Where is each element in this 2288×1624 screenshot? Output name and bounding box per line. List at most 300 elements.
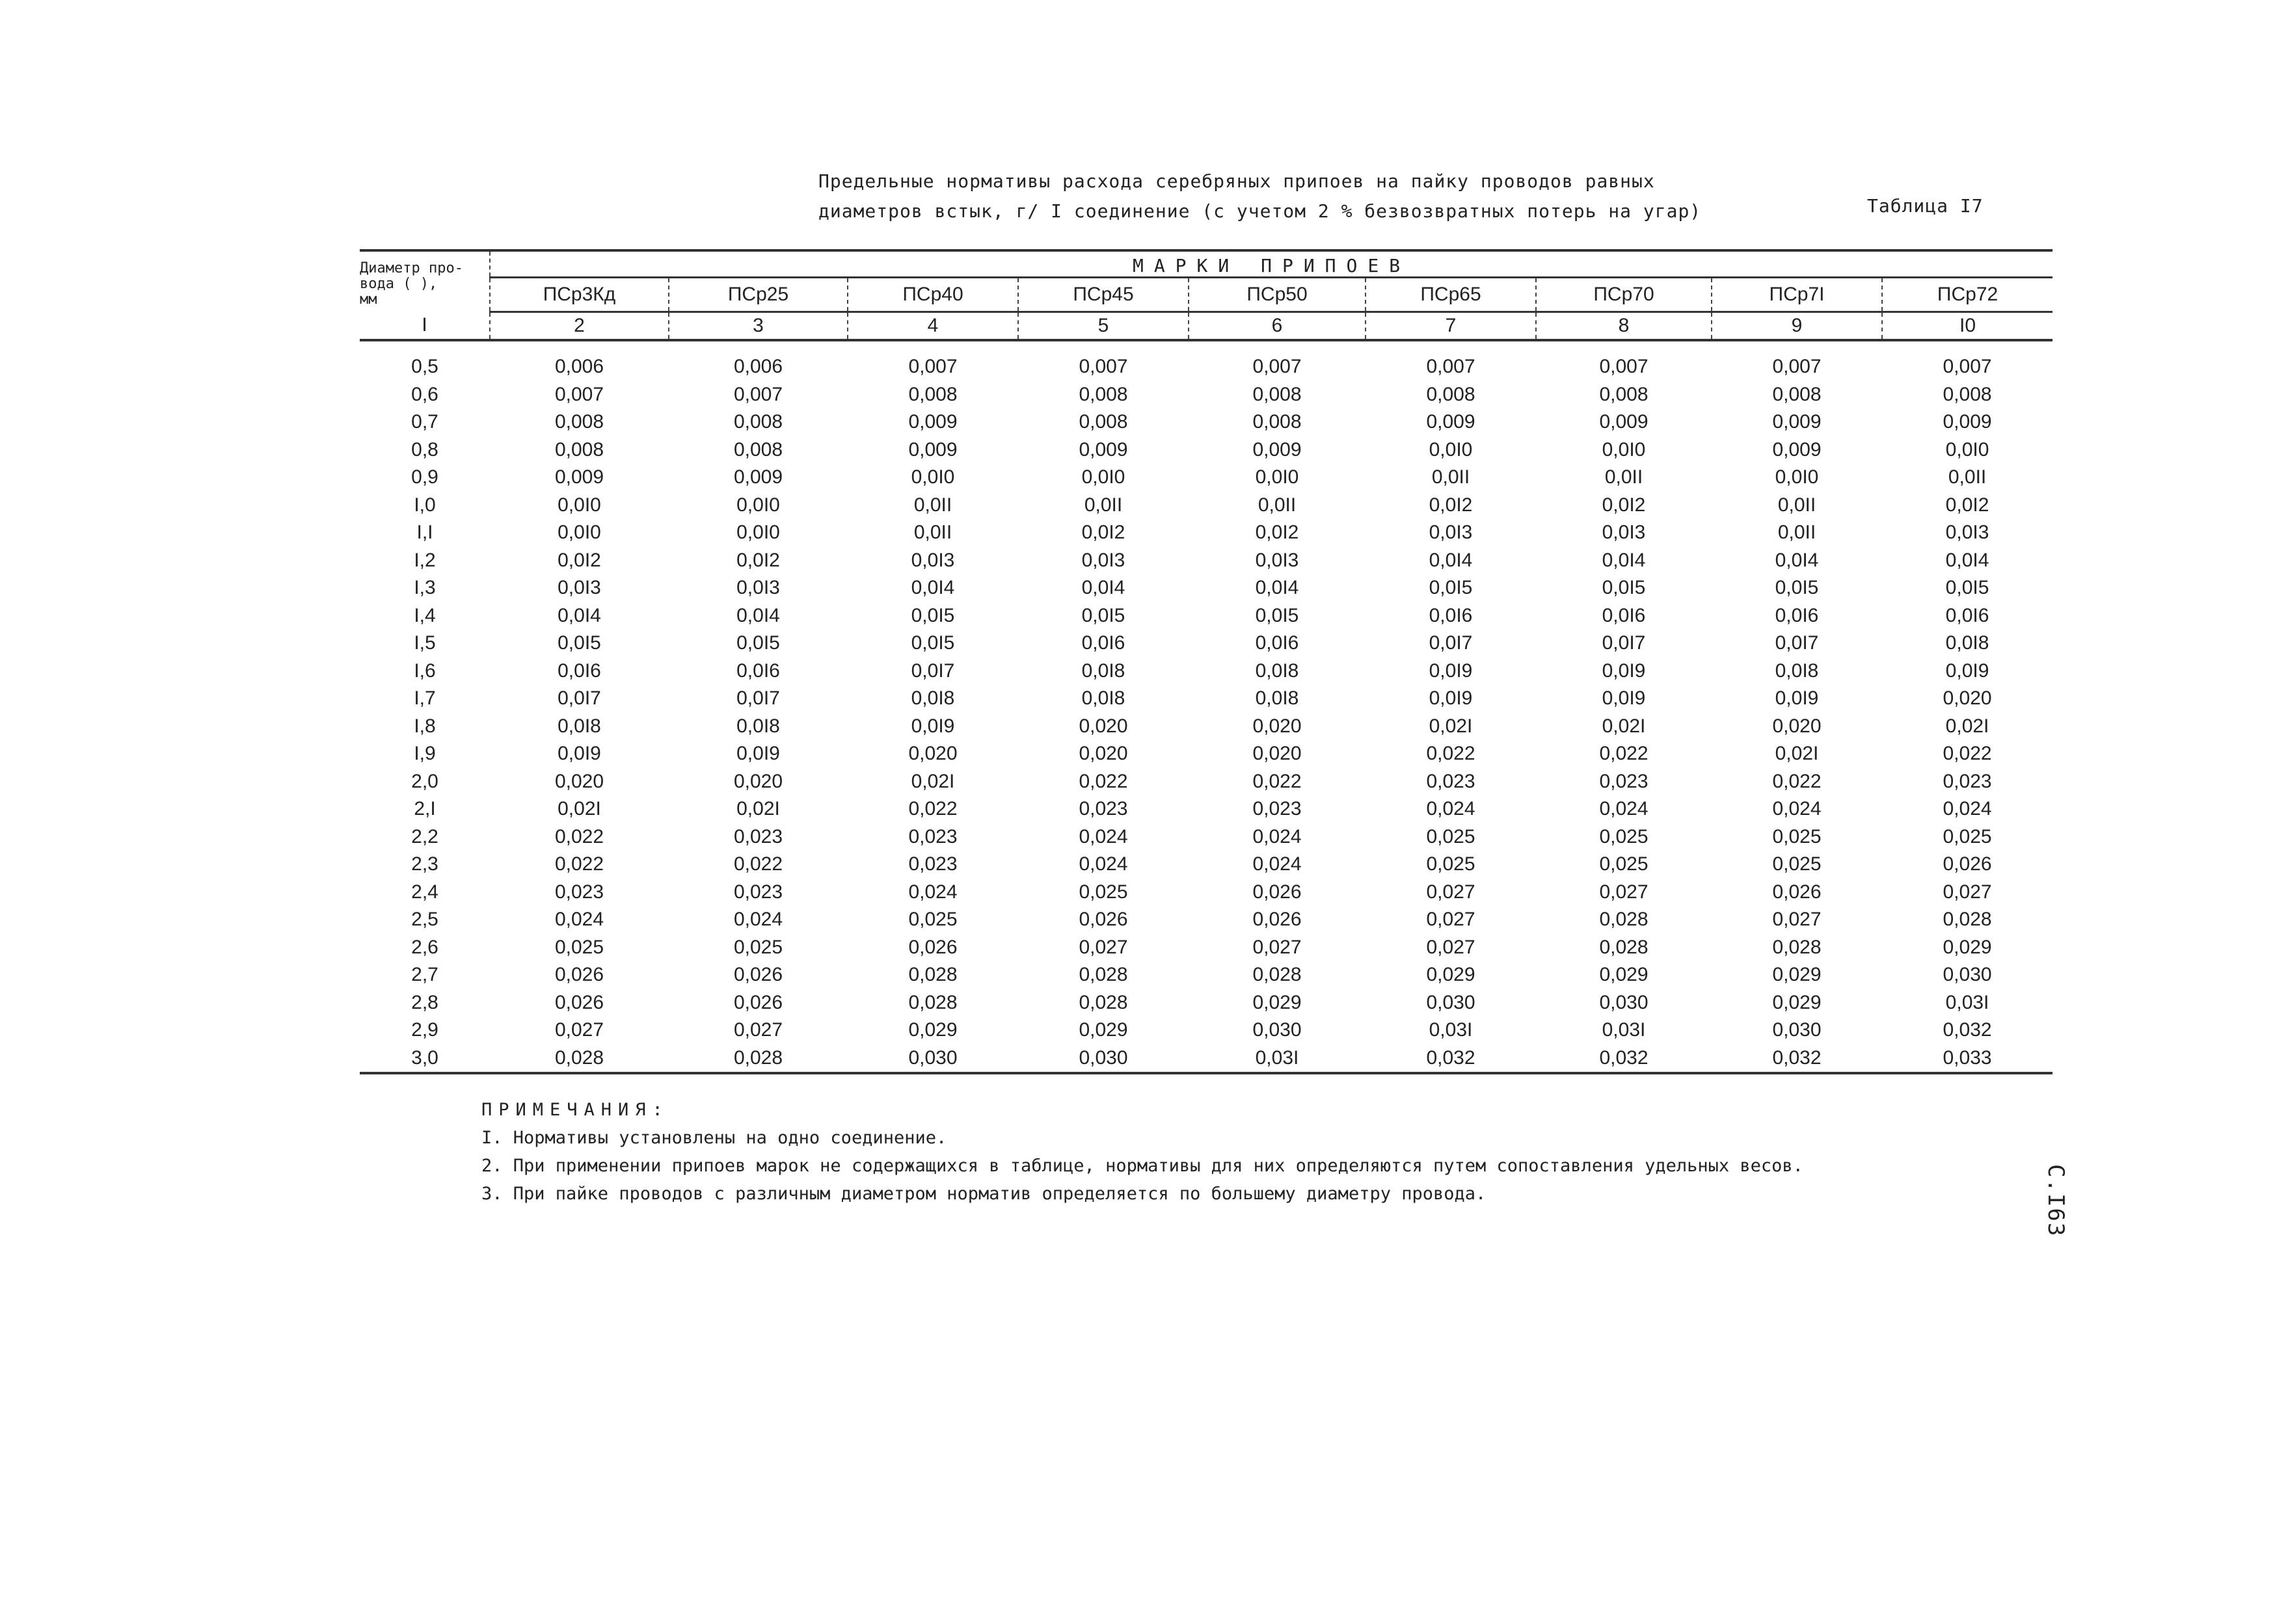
- norm-value-cell: 0,02I: [558, 798, 601, 820]
- norm-value-cell: 0,0I0: [1602, 438, 1646, 460]
- norm-value-cell: 0,0I9: [1429, 659, 1473, 682]
- norm-value-cell: 0,025: [1772, 825, 1822, 847]
- column-number: I0: [1882, 312, 2052, 341]
- diameter-cell: I,6: [414, 659, 436, 682]
- norm-value-cell: 0,0I9: [1945, 659, 1989, 682]
- norm-value-cell: 0,028: [490, 1045, 669, 1074]
- norm-value-cell: 0,0I3: [558, 577, 601, 599]
- norm-value-cell: 0,009: [908, 411, 958, 433]
- norm-value-cell: 0,0I9: [1775, 687, 1819, 710]
- norm-value-cell: 0,0I7: [1775, 632, 1819, 654]
- column-number: 8: [1536, 312, 1712, 341]
- norm-value-cell: 0,0I5: [558, 632, 601, 654]
- norm-value-cell: 0,0I4: [1945, 549, 1989, 571]
- norm-value-cell: 0,008: [1426, 383, 1475, 405]
- table-row: [360, 740, 2052, 768]
- norm-value-cell: 0,0I7: [1602, 632, 1646, 654]
- norm-value-cell: 0,028: [908, 964, 958, 986]
- norm-value-cell: 0,009: [1426, 411, 1475, 433]
- norm-value-cell: 0,025: [1943, 825, 1992, 847]
- norm-value-cell: 0,023: [733, 881, 783, 903]
- norm-value-cell: 0,029: [1426, 964, 1475, 986]
- diameter-cell: 2,I: [414, 798, 436, 820]
- norm-value-cell: 0,022: [1252, 770, 1302, 792]
- norm-value-cell: 0,020: [554, 770, 604, 792]
- diameter-cell: 2,3: [411, 853, 438, 875]
- norm-value-cell: 0,0I7: [736, 687, 780, 710]
- norm-value-cell: 0,032: [1536, 1045, 1712, 1074]
- table-row: [360, 934, 2052, 962]
- table-row: [360, 408, 2052, 436]
- caption-line-2: диаметров встык, г/ I соединение (с учетом 2 % безвозвратных потерь на угар): [818, 200, 1702, 222]
- column-number: 4: [848, 312, 1018, 341]
- norm-value-cell: 0,0I6: [1429, 604, 1473, 626]
- norm-value-cell: 0,0I8: [911, 687, 955, 710]
- norm-value-cell: 0,008: [733, 438, 783, 460]
- norm-value-cell: 0,0I8: [1255, 687, 1299, 710]
- norm-value-cell: 0,007: [1079, 356, 1128, 378]
- norm-value-cell: 0,03I: [1429, 1019, 1473, 1041]
- norm-value-cell: 0,008: [908, 383, 958, 405]
- norm-value-cell: 0,028: [1772, 936, 1822, 958]
- diameter-cell: I,2: [414, 549, 436, 571]
- norm-value-cell: 0,027: [1426, 909, 1475, 931]
- norm-value-cell: 0,026: [1943, 853, 1992, 875]
- diameter-cell: 0,7: [411, 411, 438, 433]
- brand-row: [360, 278, 2052, 312]
- norm-value-cell: 0,025: [1772, 853, 1822, 875]
- norm-value-cell: 0,009: [554, 466, 604, 488]
- diameter-cell: 2,5: [411, 909, 438, 931]
- norm-value-cell: 0,0I4: [1081, 577, 1125, 599]
- norm-value-cell: 0,022: [1943, 743, 1992, 765]
- norm-value-cell: 0,025: [554, 936, 604, 958]
- norm-value-cell: 0,02I: [1429, 715, 1473, 737]
- norm-value-cell: 0,028: [1079, 991, 1128, 1013]
- norm-value-cell: 0,020: [1252, 743, 1302, 765]
- table-row: [360, 1017, 2052, 1045]
- norm-value-cell: 0,0I9: [1429, 687, 1473, 710]
- column-number: 5: [1018, 312, 1189, 341]
- norm-value-cell: 0,0I3: [736, 577, 780, 599]
- norm-value-cell: 0,027: [1426, 936, 1475, 958]
- diameter-cell: I,4: [414, 604, 436, 626]
- norm-value-cell: 0,009: [1943, 411, 1992, 433]
- norm-value-cell: 0,022: [908, 798, 958, 820]
- norm-value-cell: 0,022: [1772, 770, 1822, 792]
- norm-value-cell: 0,02I: [1602, 715, 1646, 737]
- norm-value-cell: 0,0I0: [1255, 466, 1299, 488]
- norm-value-cell: 0,025: [908, 909, 958, 931]
- norm-value-cell: 0,03I: [1602, 1019, 1646, 1041]
- norm-value-cell: 0,026: [1252, 881, 1302, 903]
- norm-value-cell: 0,0I5: [911, 604, 955, 626]
- table-body: [360, 340, 2052, 1073]
- norm-value-cell: 0,026: [908, 936, 958, 958]
- norm-value-cell: 0,027: [1426, 881, 1475, 903]
- norm-value-cell: 0,029: [1943, 936, 1992, 958]
- norm-value-cell: 0,0I0: [1081, 466, 1125, 488]
- norm-value-cell: 0,009: [908, 438, 958, 460]
- norm-value-cell: 0,0I4: [558, 604, 601, 626]
- norm-value-cell: 0,020: [1943, 687, 1992, 710]
- norm-value-cell: 0,0I5: [1945, 577, 1989, 599]
- norm-value-cell: 0,02I: [736, 798, 780, 820]
- norm-value-cell: 0,033: [1882, 1045, 2052, 1074]
- brand-header: ПСр7I: [1712, 278, 1882, 312]
- norm-value-cell: 0,023: [1599, 770, 1649, 792]
- norm-value-cell: 0,023: [554, 881, 604, 903]
- norm-value-cell: 0,0II: [1258, 494, 1297, 516]
- norm-value-cell: 0,008: [1079, 383, 1128, 405]
- table-row: [360, 630, 2052, 658]
- norm-value-cell: 0,026: [733, 991, 783, 1013]
- norm-value-cell: 0,0I8: [1081, 659, 1125, 682]
- norm-value-cell: 0,029: [1079, 1019, 1128, 1041]
- norm-value-cell: 0,022: [1079, 770, 1128, 792]
- norm-value-cell: 0,030: [1426, 991, 1475, 1013]
- column-number: 6: [1189, 312, 1366, 341]
- column-number: I: [360, 312, 490, 341]
- table-row: [360, 519, 2052, 547]
- norm-value-cell: 0,030: [1252, 1019, 1302, 1041]
- norm-value-cell: 0,0I9: [736, 743, 780, 765]
- norm-value-cell: 0,0I2: [1429, 494, 1473, 516]
- norm-value-cell: 0,0I9: [558, 743, 601, 765]
- brand-header: ПСр65: [1366, 278, 1536, 312]
- norm-value-cell: 0,0II: [1084, 494, 1123, 516]
- norm-value-cell: 0,030: [1018, 1045, 1189, 1074]
- table-row: [360, 464, 2052, 492]
- norm-value-cell: 0,023: [1426, 770, 1475, 792]
- norm-value-cell: 0,025: [1599, 825, 1649, 847]
- norm-value-cell: 0,0I5: [736, 632, 780, 654]
- norm-value-cell: 0,023: [1943, 770, 1992, 792]
- norm-value-cell: 0,025: [1426, 825, 1475, 847]
- norm-value-cell: 0,028: [1252, 964, 1302, 986]
- norm-value-cell: 0,020: [1079, 715, 1128, 737]
- norm-value-cell: 0,023: [908, 853, 958, 875]
- norm-value-cell: 0,007: [1943, 356, 1992, 378]
- norm-value-cell: 0,03I: [1189, 1045, 1366, 1074]
- norm-value-cell: 0,0I8: [1945, 632, 1989, 654]
- norm-value-cell: 0,027: [1772, 909, 1822, 931]
- norm-value-cell: 0,024: [1943, 798, 1992, 820]
- column-number: 2: [490, 312, 669, 341]
- caption-line-1: Предельные нормативы расхода серебряных припоев на пайку проводов равных: [818, 170, 1655, 192]
- norm-value-cell: 0,027: [1252, 936, 1302, 958]
- table-row: [360, 492, 2052, 520]
- table-row: [360, 713, 2052, 741]
- norm-value-cell: 0,0II: [1604, 466, 1643, 488]
- norm-value-cell: 0,0I5: [1081, 604, 1125, 626]
- norm-value-cell: 0,027: [1599, 881, 1649, 903]
- norm-value-cell: 0,026: [1252, 909, 1302, 931]
- norm-value-cell: 0,0I9: [911, 715, 955, 737]
- norm-value-cell: 0,0I4: [736, 604, 780, 626]
- norm-value-cell: 0,020: [1079, 743, 1128, 765]
- diameter-cell: 2,4: [411, 881, 438, 903]
- norm-value-cell: 0,0I6: [558, 659, 601, 682]
- notes-section: [481, 1096, 2043, 1208]
- table-row: [360, 547, 2052, 575]
- norm-value-cell: 0,029: [908, 1019, 958, 1041]
- norm-value-cell: 0,025: [1079, 881, 1128, 903]
- norm-value-cell: 0,0I6: [736, 659, 780, 682]
- norm-value-cell: 0,024: [1599, 798, 1649, 820]
- diameter-cell: I,0: [414, 494, 436, 516]
- brand-header: ПСр3Кд: [490, 278, 669, 312]
- diameter-cell: 0,5: [411, 356, 438, 378]
- norm-value-cell: 0,027: [1079, 936, 1128, 958]
- diameter-cell: 0,6: [411, 383, 438, 405]
- norm-value-cell: 0,024: [554, 909, 604, 931]
- norm-value-cell: 0,0I5: [1255, 604, 1299, 626]
- norm-value-cell: 0,009: [1772, 411, 1822, 433]
- table-caption: [818, 166, 1794, 226]
- norm-value-cell: 0,029: [1772, 991, 1822, 1013]
- norm-value-cell: 0,0I2: [558, 549, 601, 571]
- norm-value-cell: 0,024: [1079, 825, 1128, 847]
- norm-value-cell: 0,0I0: [736, 494, 780, 516]
- norm-value-cell: 0,0I8: [1775, 659, 1819, 682]
- diameter-cell: 2,9: [411, 1019, 438, 1041]
- table-row: [360, 906, 2052, 934]
- table-row: [360, 340, 2052, 381]
- table-row: [360, 381, 2052, 409]
- norm-value-cell: 0,028: [1599, 936, 1649, 958]
- norm-value-cell: 0,0I0: [736, 522, 780, 544]
- diameter-header-line-1: Диаметр про-: [360, 260, 463, 276]
- norm-value-cell: 0,020: [908, 743, 958, 765]
- diameter-cell: 2,7: [411, 964, 438, 986]
- norm-value-cell: 0,0I7: [911, 659, 955, 682]
- norm-value-cell: 0,020: [733, 770, 783, 792]
- norm-value-cell: 0,024: [1252, 825, 1302, 847]
- norm-value-cell: 0,008: [554, 438, 604, 460]
- norm-value-cell: 0,0I6: [1775, 604, 1819, 626]
- norm-value-cell: 0,006: [554, 356, 604, 378]
- norm-value-cell: 0,03I: [1945, 991, 1989, 1013]
- note-1: I. Нормативы установлены на одно соединение.: [481, 1128, 947, 1148]
- norm-value-cell: 0,0I5: [1429, 577, 1473, 599]
- norm-value-cell: 0,0II: [913, 494, 952, 516]
- table-row: [360, 436, 2052, 464]
- norm-value-cell: 0,007: [1252, 356, 1302, 378]
- page-number: С.I63: [2043, 1164, 2069, 1238]
- norm-value-cell: 0,008: [1252, 383, 1302, 405]
- table-row: [360, 658, 2052, 686]
- note-2: 2. При применении припоев марок не содержащихся в таблице, нормативы для них определяются путем сопоставления удельных весов.: [481, 1156, 1803, 1176]
- norm-value-cell: 0,0I4: [1255, 577, 1299, 599]
- norm-value-cell: 0,024: [1252, 853, 1302, 875]
- norm-value-cell: 0,0I3: [1429, 522, 1473, 544]
- norm-value-cell: 0,008: [733, 411, 783, 433]
- norm-value-cell: 0,032: [1943, 1019, 1992, 1041]
- norm-value-cell: 0,0I4: [1602, 549, 1646, 571]
- diameter-header-line-3: мм: [360, 291, 377, 308]
- table-row: [360, 795, 2052, 823]
- diameter-cell: I,I: [416, 522, 433, 544]
- norm-value-cell: 0,0I8: [1255, 659, 1299, 682]
- norm-value-cell: 0,029: [1772, 964, 1822, 986]
- norm-value-cell: 0,023: [733, 825, 783, 847]
- column-number: 9: [1712, 312, 1882, 341]
- norm-value-cell: 0,020: [1252, 715, 1302, 737]
- norm-value-cell: 0,0I2: [1255, 522, 1299, 544]
- norm-value-cell: 0,008: [1943, 383, 1992, 405]
- norm-value-cell: 0,02I: [1775, 743, 1819, 765]
- norm-value-cell: 0,007: [733, 383, 783, 405]
- norm-value-cell: 0,0I5: [1775, 577, 1819, 599]
- norm-value-cell: 0,0I3: [1255, 549, 1299, 571]
- norm-value-cell: 0,02I: [911, 770, 955, 792]
- diameter-cell: 0,9: [411, 466, 438, 488]
- norm-value-cell: 0,026: [554, 964, 604, 986]
- column-number: 7: [1366, 312, 1536, 341]
- norm-value-cell: 0,028: [669, 1045, 848, 1074]
- norm-value-cell: 0,025: [1426, 853, 1475, 875]
- norm-value-cell: 0,024: [908, 881, 958, 903]
- norm-value-cell: 0,0I5: [1602, 577, 1646, 599]
- norm-value-cell: 0,0I0: [558, 494, 601, 516]
- norm-value-cell: 0,0II: [1431, 466, 1470, 488]
- norm-value-cell: 0,025: [733, 936, 783, 958]
- norm-value-cell: 0,0I0: [1775, 466, 1819, 488]
- norm-value-cell: 0,009: [1772, 438, 1822, 460]
- norm-value-cell: 0,026: [733, 964, 783, 986]
- column-number-row: [360, 312, 2052, 341]
- brand-header: ПСр50: [1189, 278, 1366, 312]
- diameter-header-line-2: вода ( ),: [360, 276, 438, 292]
- norm-value-cell: 0,0I3: [911, 549, 955, 571]
- norm-value-cell: 0,023: [1252, 798, 1302, 820]
- norm-value-cell: 0,020: [1772, 715, 1822, 737]
- table-row: [360, 823, 2052, 851]
- norm-value-cell: 0,024: [1426, 798, 1475, 820]
- norm-value-cell: 0,0I7: [558, 687, 601, 710]
- norm-value-cell: 0,026: [1079, 909, 1128, 931]
- norm-value-cell: 0,025: [1599, 853, 1649, 875]
- norm-value-cell: 0,0I9: [1602, 687, 1646, 710]
- notes-title: ПРИМЕЧАНИЯ:: [481, 1100, 669, 1120]
- norm-value-cell: 0,007: [1772, 356, 1822, 378]
- norm-value-cell: 0,0II: [1777, 494, 1816, 516]
- norm-value-cell: 0,0I2: [1081, 522, 1125, 544]
- diameter-cell: I,3: [414, 577, 436, 599]
- table-row: [360, 961, 2052, 989]
- norm-value-cell: 0,006: [733, 356, 783, 378]
- brand-header: ПСр70: [1536, 278, 1712, 312]
- norm-value-cell: 0,02I: [1945, 715, 1989, 737]
- norm-value-cell: 0,022: [1426, 743, 1475, 765]
- norm-value-cell: 0,028: [908, 991, 958, 1013]
- norm-value-cell: 0,0I4: [911, 577, 955, 599]
- norm-value-cell: 0,007: [908, 356, 958, 378]
- norm-value-cell: 0,008: [1252, 411, 1302, 433]
- norm-value-cell: 0,0I4: [1429, 549, 1473, 571]
- norm-value-cell: 0,007: [1426, 356, 1475, 378]
- diameter-cell: 2,2: [411, 825, 438, 847]
- norm-value-cell: 0,022: [554, 825, 604, 847]
- norm-value-cell: 0,0II: [913, 522, 952, 544]
- brand-header: ПСр25: [669, 278, 848, 312]
- diameter-cell: I,7: [414, 687, 436, 710]
- norm-value-cell: 0,0I9: [1602, 659, 1646, 682]
- table-row: [360, 879, 2052, 907]
- diameter-cell: 3,0: [360, 1045, 490, 1074]
- diameter-cell: 2,6: [411, 936, 438, 958]
- norm-value-cell: 0,032: [1366, 1045, 1536, 1074]
- norm-value-cell: 0,0I5: [911, 632, 955, 654]
- norms-table-container: [360, 249, 2052, 1074]
- column-number: 3: [669, 312, 848, 341]
- norm-value-cell: 0,0I7: [1429, 632, 1473, 654]
- norm-value-cell: 0,028: [1943, 909, 1992, 931]
- table-row: [360, 1045, 2052, 1074]
- norm-value-cell: 0,0I0: [1429, 438, 1473, 460]
- norm-value-cell: 0,023: [908, 825, 958, 847]
- norm-value-cell: 0,0I6: [1255, 632, 1299, 654]
- norm-value-cell: 0,027: [554, 1019, 604, 1041]
- norm-value-cell: 0,0II: [1948, 466, 1987, 488]
- norm-value-cell: 0,008: [1599, 383, 1649, 405]
- norm-value-cell: 0,0I2: [1602, 494, 1646, 516]
- norm-value-cell: 0,029: [1599, 964, 1649, 986]
- brand-header: ПСр45: [1018, 278, 1189, 312]
- norms-table: [360, 249, 2052, 1074]
- diameter-cell: 2,0: [411, 770, 438, 792]
- norm-value-cell: 0,0I8: [736, 715, 780, 737]
- norm-value-cell: 0,023: [1079, 798, 1128, 820]
- norm-value-cell: 0,007: [1599, 356, 1649, 378]
- diameter-cell: I,5: [414, 632, 436, 654]
- norm-value-cell: 0,029: [1252, 991, 1302, 1013]
- brand-header: ПСр40: [848, 278, 1018, 312]
- norm-value-cell: 0,030: [848, 1045, 1018, 1074]
- norm-value-cell: 0,027: [733, 1019, 783, 1041]
- norm-value-cell: 0,0I4: [1775, 549, 1819, 571]
- norm-value-cell: 0,0I3: [1602, 522, 1646, 544]
- norm-value-cell: 0,022: [1599, 743, 1649, 765]
- norm-value-cell: 0,008: [554, 411, 604, 433]
- norm-value-cell: 0,024: [1079, 853, 1128, 875]
- norm-value-cell: 0,0I6: [1945, 604, 1989, 626]
- norm-value-cell: 0,022: [733, 853, 783, 875]
- norm-value-cell: 0,030: [1772, 1019, 1822, 1041]
- norm-value-cell: 0,0I8: [1081, 687, 1125, 710]
- norm-value-cell: 0,032: [1712, 1045, 1882, 1074]
- norm-value-cell: 0,0I6: [1081, 632, 1125, 654]
- norm-value-cell: 0,0I0: [558, 522, 601, 544]
- diameter-cell: I,9: [414, 743, 436, 765]
- norm-value-cell: 0,0I6: [1602, 604, 1646, 626]
- norm-value-cell: 0,030: [1599, 991, 1649, 1013]
- diameter-cell: 0,8: [411, 438, 438, 460]
- norm-value-cell: 0,0I2: [736, 549, 780, 571]
- norm-value-cell: 0,026: [554, 991, 604, 1013]
- brand-header: ПСр72: [1882, 278, 2052, 312]
- norm-value-cell: 0,009: [733, 466, 783, 488]
- norm-value-cell: 0,024: [1772, 798, 1822, 820]
- diameter-header: [360, 250, 490, 312]
- norm-value-cell: 0,027: [1943, 881, 1992, 903]
- norm-value-cell: 0,009: [1252, 438, 1302, 460]
- norm-value-cell: 0,007: [554, 383, 604, 405]
- norm-value-cell: 0,0I3: [1081, 549, 1125, 571]
- norm-value-cell: 0,0I2: [1945, 494, 1989, 516]
- table-row: [360, 685, 2052, 713]
